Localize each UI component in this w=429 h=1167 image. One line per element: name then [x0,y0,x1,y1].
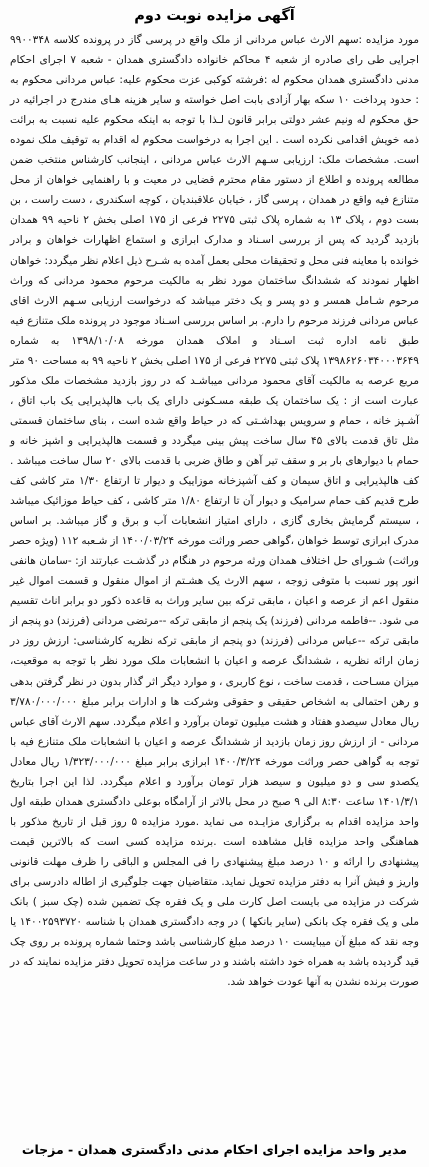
notice-body: مورد مزایده :سهم الارث عباس مردانی از ملک واقع در پرسی گاز در پرونده کلاسه ۹۹۰۰۳۴۸ اجرایی طی رای صادره از شعبه ۴ محاکم خانواده دادگستری همدان - شعبه ۷ اجرای احکام مدنی دادگستری همدان محکوم له :فرشته کوکبی عزت محکوم علیه: عباس مردانی محکوم به : حدود پرداخت ۱۰ سکه بهار آزادی بابت اصل خواسته و سایر هزینه هـای مندرج در اجرائیه در حق محکوم له ونیم عشر دولتی برابر قانون لـذا با توجه به اینکه محکوم علیه نسبت به برائت ذمه خویش اقدامی نکرده است . این اجرا به درخواست محکوم له اقدام به توقیف ملک نموده است. مشخصات ملک: ارزیابی سـهم الارث عباس مردانی ، اینجانب کارشناس منتخب ضمن مطالعه پرونده و اطلاع از دستور مقام محترم قضایی در معیت و با راهنمایی خواهان از محل متنازع فیه واقع در همدان ، پرسی گاز ، خیابان علاقبندیان ، کوچه اسکندری ، دست راست ، بن بست دوم ، پلاک ۱۳ به شماره پلاک ثبتی ۲۲۷۵ فرعی از ۱۷۵ اصلی بخش ۲ ناحیه ۹۹ همدان بازدید گردید که پس از بررسی اسـناد و مدارک ابرازی و استماع اظهارات خواهان و برادر خوانده با معاینه فنی محل و تحقیقات محلی بعمل آمده به شـرح ذیل اعلام نظر میگردد: خواهان اظهار نمودند که ششدانگ ساختمان مورد نظر به مالکیت مرحوم محمود مردانی که وراث مرحوم شـامل همسر و دو پسر و یک دختر میباشد که درخواست ارزیابی سـهم الارث اقای عباس مردانی فرزند مرحوم را دارم. بر اساس بررسی اسـناد موجود در پرونده ملک متنازع فیه طبق نامه اداره ثبت اسـناد و املاک همدان مورخه ۱۳۹۸/۱۰/۰۸ به شماره ۱۳۹۸۶۲۶۰۳۴۰۰۰۳۶۴۹ پلاک ثبتی ۲۲۷۵ فرعی از ۱۷۵ اصلی بخش ۲ ناحیه ۹۹ به مساحت ۹۰ متر مربع عرصه به مالکیت آقای محمود مردانی میباشـد که در روز بازدید مشخصات ملک مذکور عبارت است از : یک ساختمان یک طبقه مسـکونی دارای یک باب هالپذیرایی یک باب اتاق ، آشـپز خانه ، حمام و سرویس بهداشـتی که در حیاط واقع شده است ، بنای ساختمان قسمتی مثل تاق قدمت بالای ۴۵ سال ساخت پیش بینی میگردد و قسمت هالپذیرایی و اشپز خانه و حمام با دیوارهای بار بر و سقف تیر آهن و طاق ضربی با قدمت بالای ۲۰ سال ساخت میباشد . کف هالپذیرایی و اتاق سیمان و کف آشپزخانه موزاییک و دیوار تا ارتفاع ۱/۳۰ متر کاشی کف طرح قدیم کف حمام سرامیک و دیوار آن تا ارتفاع ۱/۸۰ متر کاشی ، کف حیاط موزائیک میباشد ، سیستم گرمایش بخاری گازی ، دارای امتیاز انشعابات آب و برق و گاز میباشد. بر اساس مدرک ابرازی توسط خواهان ،گواهی حصر وراثت مورخه ۱۴۰۰/۰۳/۲۴ از شـعبه ۱۱۲ (ویژه حصر وراثت) شـورای حل اختلاف همدان ورثه مرحوم در هنگام در گذشـت عبارتند از: -سامان هانفی انور پور نسبت با متوفی زوجه ، سهم الارث یک هشـتم از اموال منقول و قسمت اموال غیر منقول اعم از عرصه و اعیان ، مابقی ترکه بین سایر وراث به قاعده ذکور دو برابر اناث تقسیم می شود. --فاطمه مردانی (فرزند) یک پنجم از مابقی ترکه --مرتضی مردانی (فرزند) دو پنجم از مابقی ترکه --عباس مردانی (فرزند) دو پنجم از مابقی ترکه نظریه کارشناسی: ارزش روز در زمان ارائه نظریه ، ششدانگ عرصه و اعیان با انشعابات ملک مورد نظر با توجه به موقعیت، میزان مسـاحت ، قدمت ساخت ، نوع کاربری ، و موارد دیگر اثر گذار بدون در نظر گرفتن بدهی و رهن احتمالی به اشخاص حقیقی و حقوقی وشرکت ها و ادارات برابر مبلغ ۳/۷۸۰/۰۰۰/۰۰۰ ریال معادل سیصدو هفتاد و هشت میلیون تومان برآورد و اعلام میگردد. سهم الارث آقای عباس مردانی - از ارزش روز زمان بازدید از ششدانگ عرصه و اعیان با انشعابات ملک متنازع فیه با توجه به گواهی حصر وراثت مورخه ۱۴۰۰/۳/۲۴ ابرازی برابر مبلغ ۱/۳۲۳/۰۰۰/۰۰۰ ریال معادل یکصدو سی و دو میلیون و سیصد هزار تومان برآورد و اعلام میگردد. لذا این اجرا بتاریخ ۱۴۰۱/۳/۱ ساعت ۸:۳۰ الی ۹ صبح در محل بالاتر از آرامگاه بوعلی دادگستری همدان طبقه اول واحد مزایده اقدام به برگزاری مزایـده می نماید .مورد مزایده ۵ روز قبل از تاریخ مذکور با هماهنگی واحد مزایده قابل مشاهده است .برنده مزایده کسی است که بالاترین قیمت پیشنهادی را ارائه و ۱۰ درصد مبلغ پیشنهادی را فی المجلس و الباقی را ظرف مهلت قانونی واریز و فیش آنرا به دفتر مزایده تحویل نماید. متقاضیان جهت جلوگیری از اطاله دادرسی برای شرکت در مزایده می بایست اصل کارت ملی و یک فقره چک تضمین شده (چک سبز ) بانک ملی و یک فقره چک بانکی (سایر بانکها ) در وجه دادگستری همدان با شناسه ۱۴۰۰۲۵۹۳۷۲۰ یا وجه نقد که مبلغ آن میبایست ۱۰ درصد مبلغ کارشناسی باشد وحتما شماره پرونده بر روی چک قید گردیده باشد به همراه خود داشته باشند و در ساعت مزایده تحویل دفتر مزایده نمایند که در صورت برنده نشدن به آنها عودت خواهد شد. [10,34,420,989]
notice-title: آگهی مزایده نوبت دوم [134,8,295,24]
notice-signature: مدیر واحد مزایده اجرای احکام مدنی دادگستری همدان - مزجات [21,1142,408,1157]
